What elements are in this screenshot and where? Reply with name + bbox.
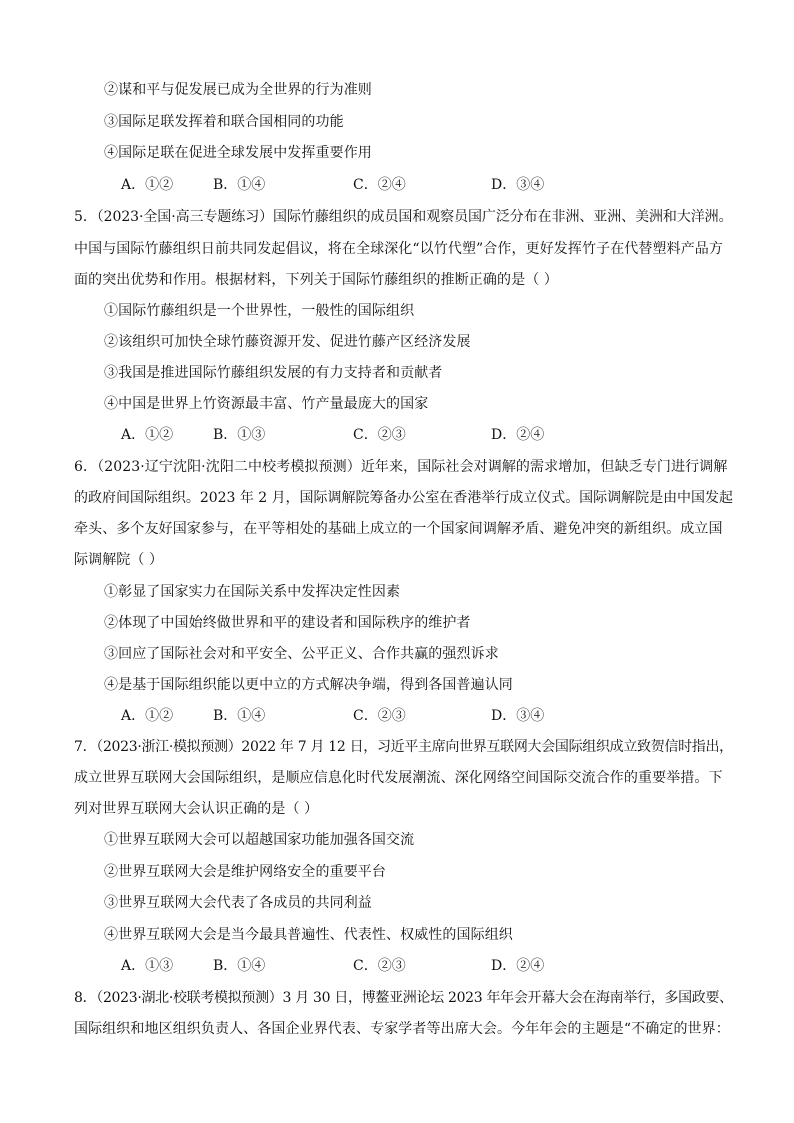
q8-stem-line-1: 8．（2023·湖北·校联考模拟预测）3 月 30 日，博鳌亚洲论坛 2023 年年会开幕大会在海南举行，多国政要、 [74, 990, 733, 1006]
q7-stem-line-1: 7．（2023·浙江·模拟预测）2022 年 7 月 12 日，习近平主席向世界互联网大会国际组织成立致贺信时指出， [74, 739, 733, 755]
q5-stem-line-2: 中国与国际竹藤组织日前共同发起倡议，将在全球深化“以竹代塑”合作，更好发挥竹子在代替塑料产品方 [74, 241, 724, 257]
q5-option-4: ④中国是世界上竹资源最丰富、竹产量最庞大的国家 [104, 396, 429, 412]
q6-choice-c: C．②③ [353, 708, 406, 724]
q6-option-1: ①彰显了国家实力在国际关系中发挥决定性因素 [104, 584, 401, 600]
q7-option-1: ①世界互联网大会可以超越国家功能加强各国交流 [104, 832, 415, 848]
q6-choice-d: D．③④ [491, 708, 545, 724]
q7-choice-b: B．①④ [213, 958, 266, 974]
q6-option-2: ②体现了中国始终做世界和平的建设者和国际秩序的维护者 [104, 615, 471, 631]
q4-choice-d: D．③④ [491, 177, 545, 193]
q7-choice-d: D．②④ [491, 958, 545, 974]
q7-option-4: ④世界互联网大会是当今最具普遍性、代表性、权威性的国际组织 [104, 927, 513, 943]
q5-stem-line-1: 5．（2023·全国·高三专题练习）国际竹藤组织的成员国和观察员国广泛分布在非洲、亚洲、美洲和大洋洲。 [74, 209, 733, 225]
q5-option-1: ①国际竹藤组织是一个世界性，一般性的国际组织 [104, 303, 415, 319]
q6-option-3: ③回应了国际社会对和平安全、公平正义、合作共赢的强烈诉求 [104, 646, 499, 662]
q6-choice-b: B．①④ [213, 708, 266, 724]
q5-option-2: ②该组织可加快全球竹藤资源开发、促进竹藤产区经济发展 [104, 334, 471, 350]
q5-option-3: ③我国是推进国际竹藤组织发展的有力支持者和贡献者 [104, 365, 443, 381]
q7-stem-line-3: 列对世界互联网大会认识正确的是（ ） [74, 801, 319, 817]
q5-choice-d: D．②④ [491, 427, 545, 443]
q5-choice-c: C．②③ [353, 427, 406, 443]
q5-stem-line-3: 面的突出优势和作用。根据材料，下列关于国际竹藤组织的推断正确的是（ ） [74, 272, 558, 288]
q4-choice-b: B．①④ [213, 177, 266, 193]
q6-stem-line-1: 6．（2023·辽宁沈阳·沈阳二中校考模拟预测）近年来，国际社会对调解的需求增加，但缺乏专门进行调解 [74, 459, 728, 475]
q4-choice-a: A．①② [121, 177, 174, 193]
q6-option-4: ④是基于国际组织能以更中立的方式解决争端，得到各国普遍认同 [104, 677, 513, 693]
q4-choice-c: C．②④ [353, 177, 406, 193]
q7-option-3: ③世界互联网大会代表了各成员的共同利益 [104, 895, 372, 911]
q7-option-2: ②世界互联网大会是维护网络安全的重要平台 [104, 864, 386, 880]
q5-choice-b: B．①③ [213, 427, 266, 443]
q6-stem-line-2: 的政府间国际组织。2023 年 2 月，国际调解院筹备办公室在香港举行成立仪式。国际调解院是由中国发起 [74, 490, 733, 506]
q7-choice-a: A．①③ [121, 958, 174, 974]
q4-option-4: ④国际足联在促进全球发展中发挥重要作用 [104, 145, 372, 161]
q7-choice-c: C．②③ [353, 958, 406, 974]
q5-choice-a: A．①② [121, 427, 174, 443]
q7-stem-line-2: 成立世界互联网大会国际组织，是顺应信息化时代发展潮流、深化网络空间国际交流合作的重要举措。下 [74, 770, 723, 786]
q8-stem-line-2: 国际组织和地区组织负责人、各国企业界代表、专家学者等出席大会。今年年会的主题是“不确定的世界： [74, 1021, 730, 1037]
q6-stem-line-4: 际调解院（ ） [74, 552, 164, 568]
q4-option-2: ②谋和平与促发展已成为全世界的行为准则 [104, 82, 372, 98]
q6-stem-line-3: 牵头、多个友好国家参与，在平等相处的基础上成立的一个国家间调解矛盾、避免冲突的新组织。成立国 [74, 521, 723, 537]
q6-choice-a: A．①② [121, 708, 174, 724]
q4-option-3: ③国际足联发挥着和联合国相同的功能 [104, 114, 344, 130]
